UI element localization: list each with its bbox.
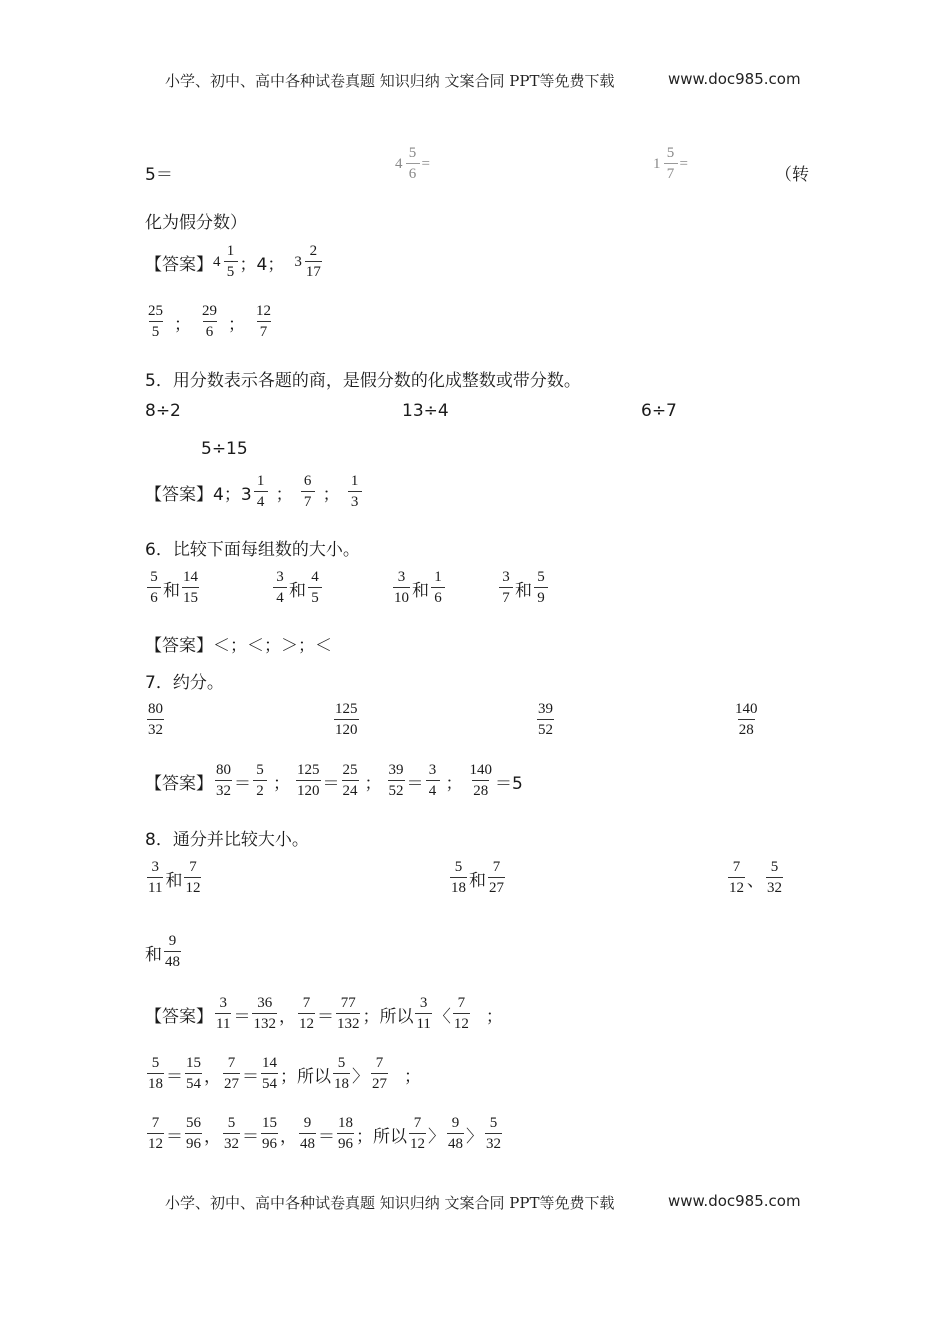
q6-pair-4 [497,570,550,606]
denominator: 3 [348,491,362,510]
numerator: 5 [337,1055,346,1071]
numerator: 125 [335,701,358,717]
question-text: 6．比较下面每组数的大小。 [145,540,360,560]
numerator: 3 [502,569,510,585]
q7-fraction-1 [145,702,166,738]
denominator: 32 [223,1133,240,1152]
q7-fraction-4 [732,702,761,738]
denominator: 28 [738,719,755,738]
header-url: www.doc985.com [668,70,801,88]
numerator: 80 [148,701,163,717]
q8-group-2 [448,860,507,896]
denominator: 27 [223,1073,240,1092]
denominator: 7 [301,491,315,510]
and-text: 和 [165,870,183,891]
denominator: 7 [499,587,513,606]
note: 化为假分数） [145,213,247,233]
answer-text: ＜；＜；＞；＜ [213,636,332,656]
denominator: 32 [485,1133,502,1152]
numerator: 140 [735,701,758,717]
numerator: 1 [350,473,359,489]
answer-6 [145,631,332,656]
denominator: 48 [164,951,181,970]
so-text: 所以 [373,1126,407,1147]
denominator: 4 [426,780,440,799]
denominator: 48 [447,1133,464,1152]
semicolon: ； [280,1066,297,1087]
denominator: 52 [388,780,405,799]
equals: ＝ [322,773,340,794]
denominator: 6 [147,587,161,606]
denominator: 27 [371,1073,388,1092]
numerator: 5 [150,569,158,585]
answer-label: 【答案】 [145,773,213,794]
and-text: 和 [163,580,180,601]
q8-group-3-tail [145,934,183,970]
separator: ； [174,314,191,335]
denominator: 120 [334,719,359,738]
numerator: 7 [492,859,501,875]
q5-expr-1 [145,401,181,421]
numerator: 7 [732,859,741,875]
numerator: 7 [189,859,197,875]
answer-8-line-1 [145,996,503,1032]
numerator: 3 [397,569,406,585]
numerator: 7 [375,1055,384,1071]
numerator: 7 [302,995,311,1011]
greater-than: 〉 [352,1066,369,1087]
equals: ＝ [318,1126,335,1147]
numerator: 140 [469,762,492,778]
question-7-title [145,668,224,693]
denominator: 54 [185,1073,202,1092]
denominator: 120 [296,780,321,799]
numerator: 5 [770,859,779,875]
note: （转 [775,165,809,185]
question-text: 7．约分。 [145,673,224,693]
so-text: 所以 [379,1006,414,1027]
equals: ＝ [406,773,424,794]
q6-pair-2 [271,570,324,606]
numerator: 56 [186,1115,201,1131]
expr: 8÷2 [145,401,181,421]
denominator: 96 [337,1133,354,1152]
numerator: 7 [457,995,466,1011]
denominator: 6 [203,321,217,340]
numerator: 39 [538,701,553,717]
denominator: 11 [147,877,163,896]
q8-group-3 [726,860,785,896]
equals: ＝ [166,1126,183,1147]
numerator: 9 [303,1115,312,1131]
equals: ＝ [242,1126,259,1147]
footer-url: www.doc985.com [668,1192,801,1210]
numerator: 9 [451,1115,460,1131]
denominator: 32 [215,780,232,799]
expr: 6÷7 [641,401,677,421]
answer-8-line-2 [145,1056,421,1092]
denominator: 52 [537,719,554,738]
numerator: 5 [537,569,545,585]
numerator: 1 [256,473,265,489]
numerator: 1 [434,569,442,585]
numerator: 3 [419,995,428,1011]
denominator: 4 [254,491,268,510]
whole: 4 [213,253,221,270]
denominator: 132 [336,1013,361,1032]
equals: ＝ [234,773,251,794]
denominator: 5 [149,321,163,340]
less-than: 〈 [433,1006,451,1027]
numerator: 7 [413,1115,422,1131]
enum-comma: 、 [747,870,764,891]
denominator: 54 [261,1073,278,1092]
comma: ， [280,1126,297,1147]
separator: ； [322,484,340,505]
denominator: 7 [257,321,271,340]
numerator: 5 [408,145,417,161]
q6-pair-3 [391,570,447,606]
numerator: 1 [226,243,235,259]
numerator: 77 [340,995,356,1011]
answer-label: 【答案】 [145,636,213,656]
semicolon: ； [485,1006,503,1027]
numerator: 9 [168,933,177,949]
denominator: 12 [184,877,201,896]
top-mixed-fraction-1 [395,146,431,182]
equals: = [421,155,430,172]
greater-than: 〉 [428,1126,445,1147]
greater-than: 〉 [466,1126,483,1147]
numerator: 15 [262,1115,277,1131]
q5-expr-2 [402,401,449,421]
numerator: 18 [338,1115,353,1131]
semicolon: ； [356,1126,373,1147]
question-6-title [145,535,360,560]
numerator: 3 [219,995,227,1011]
note-text-1 [775,160,809,185]
denominator: 132 [252,1013,277,1032]
numerator: 5 [454,859,463,875]
and-text: 和 [469,870,486,891]
denominator: 5 [308,587,322,606]
whole: 1 [653,155,661,172]
denominator: 27 [488,877,505,896]
denominator: 15 [182,587,199,606]
numerator: 5 [489,1115,498,1131]
and-text: 和 [412,580,429,601]
answer-label: 【答案】 [145,254,213,275]
equals: ＝ [233,1006,251,1027]
denominator: 12 [147,1133,164,1152]
separator: ； [239,254,257,275]
numerator: 5 [227,1115,236,1131]
denominator: 24 [342,780,359,799]
denominator: 96 [261,1133,278,1152]
answer-7 [145,763,523,799]
numerator: 3 [276,569,284,585]
numerator: 5 [256,762,264,778]
question-5-title [145,366,581,391]
equals: ＝ [166,1066,183,1087]
numerator: 4 [311,569,319,585]
separator: ； [273,773,290,794]
numerator: 80 [216,762,231,778]
denominator: 32 [147,719,164,738]
numerator: 3 [151,859,159,875]
semicolon: ； [362,1006,380,1027]
answer-4-line-1 [145,244,324,280]
header-title: 小学、初中、高中各种试卷真题 知识归纳 文案合同 PPT等免费下载 [165,72,615,90]
answer-8-line-3 [145,1116,504,1152]
question-text: 8．通分并比较大小。 [145,830,309,850]
expr: 5÷15 [201,439,248,459]
numerator: 5 [151,1055,160,1071]
q5-expr-4 [201,439,248,459]
separator: ； [445,773,463,794]
denominator: 5 [224,261,238,280]
top-expression-1 [145,160,173,185]
numerator: 25 [342,762,358,778]
result-text: ＝5 [495,773,523,794]
and-text: 和 [515,580,532,601]
expr: 13÷4 [402,401,449,421]
footer-title: 小学、初中、高中各种试卷真题 知识归纳 文案合同 PPT等免费下载 [165,1194,615,1212]
equals: = [679,155,688,172]
numerator: 2 [309,243,318,259]
numerator: 5 [666,145,675,161]
so-text: 所以 [297,1066,331,1087]
numerator: 3 [428,762,437,778]
answer-label: 【答案】 [145,484,213,505]
and-text: 和 [145,944,162,965]
comma: ， [278,1006,296,1027]
denominator: 4 [273,587,287,606]
denominator: 18 [333,1073,350,1092]
whole: 3 [294,253,302,270]
denominator: 12 [728,877,745,896]
q7-fraction-2 [332,702,361,738]
separator: ； [364,773,382,794]
denominator: 17 [305,261,322,280]
answer-5 [145,474,364,510]
denominator: 48 [299,1133,316,1152]
note-text-2 [145,208,247,233]
expr-text: 5＝ [145,165,173,185]
denominator: 6 [406,163,420,182]
denominator: 32 [766,877,783,896]
denominator: 2 [253,780,267,799]
denominator: 6 [431,587,445,606]
question-8-title [145,825,309,850]
numerator: 6 [303,473,312,489]
denominator: 96 [185,1133,202,1152]
q5-expr-3 [641,401,677,421]
and-text: 和 [289,580,306,601]
separator: ； [228,314,245,335]
q7-fraction-3 [535,702,556,738]
equals: ＝ [316,1006,334,1027]
numerator: 36 [257,995,273,1011]
answer-text: 4； [256,254,285,275]
numerator: 7 [151,1115,160,1131]
numerator: 25 [148,303,163,319]
denominator: 18 [450,877,467,896]
answer-4-line-2 [145,304,274,340]
numerator: 15 [186,1055,201,1071]
numerator: 125 [297,762,320,778]
semicolon: ； [404,1066,421,1087]
denominator: 7 [664,163,678,182]
numerator: 7 [227,1055,236,1071]
question-text: 5．用分数表示各题的商，是假分数的化成整数或带分数。 [145,371,581,391]
denominator: 10 [393,587,410,606]
answer-text: 4；3 [213,484,252,505]
denominator: 12 [409,1133,426,1152]
denominator: 9 [534,587,548,606]
denominator: 11 [415,1013,431,1032]
numerator: 14 [262,1055,277,1071]
numerator: 14 [183,569,198,585]
numerator: 29 [202,303,217,319]
comma: ， [204,1066,221,1087]
top-mixed-fraction-2 [653,146,689,182]
denominator: 12 [298,1013,315,1032]
q6-pair-1 [145,570,201,606]
denominator: 18 [147,1073,164,1092]
numerator: 39 [388,762,404,778]
separator: ； [275,484,293,505]
denominator: 11 [215,1013,231,1032]
denominator: 12 [453,1013,470,1032]
whole: 4 [395,155,403,172]
numerator: 12 [256,303,271,319]
equals: ＝ [242,1066,259,1087]
q8-group-1 [145,860,203,896]
denominator: 28 [472,780,489,799]
comma: ， [204,1126,221,1147]
answer-label: 【答案】 [145,1006,213,1027]
